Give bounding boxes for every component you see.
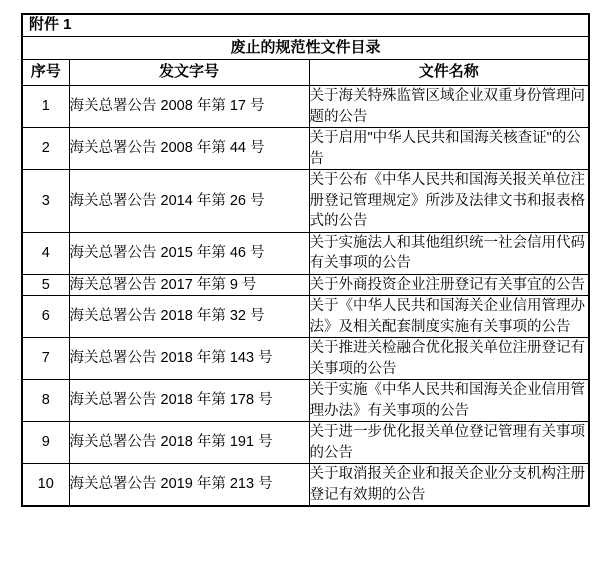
row-file-name: 关于实施法人和其他组织统一社会信用代码有关事项的公告 xyxy=(309,232,589,274)
row-serial-number: 8 xyxy=(22,380,69,422)
row-serial-number: 1 xyxy=(22,86,69,128)
table-row xyxy=(22,422,589,464)
row-doc-number: 海关总署公告 2018 年第 143 号 xyxy=(69,338,309,380)
row-file-name: 关于海关特殊监管区域企业双重身份管理问题的公告 xyxy=(309,86,589,128)
row-doc-number: 海关总署公告 2018 年第 191 号 xyxy=(69,422,309,464)
table-row xyxy=(22,296,589,338)
row-file-name: 关于进一步优化报关单位登记管理有关事项的公告 xyxy=(309,422,589,464)
column-header-row xyxy=(22,60,589,86)
row-file-name: 关于推进关检融合优化报关单位注册登记有关事项的公告 xyxy=(309,338,589,380)
table-title: 废止的规范性文件目录 xyxy=(22,37,589,60)
row-file-name: 关于公布《中华人民共和国海关报关单位注册登记管理规定》所涉及法律文书和报表格式的公告 xyxy=(309,170,589,233)
row-doc-number: 海关总署公告 2019 年第 213 号 xyxy=(69,464,309,507)
row-file-name: 关于外商投资企业注册登记有关事宜的公告 xyxy=(309,274,589,296)
row-serial-number: 2 xyxy=(22,128,69,170)
abolished-documents-table xyxy=(21,13,590,507)
column-header-file-name: 文件名称 xyxy=(309,60,589,86)
column-header-no: 序号 xyxy=(22,60,69,86)
row-doc-number: 海关总署公告 2017 年第 9 号 xyxy=(69,274,309,296)
table-row xyxy=(22,338,589,380)
row-serial-number: 7 xyxy=(22,338,69,380)
row-serial-number: 3 xyxy=(22,170,69,233)
table-row xyxy=(22,232,589,274)
row-doc-number: 海关总署公告 2014 年第 26 号 xyxy=(69,170,309,233)
table-row xyxy=(22,128,589,170)
table-row xyxy=(22,170,589,233)
row-doc-number: 海关总署公告 2018 年第 32 号 xyxy=(69,296,309,338)
row-serial-number: 4 xyxy=(22,232,69,274)
table-row xyxy=(22,380,589,422)
row-doc-number: 海关总署公告 2008 年第 44 号 xyxy=(69,128,309,170)
title-row xyxy=(22,37,589,60)
row-serial-number: 6 xyxy=(22,296,69,338)
row-file-name: 关于取消报关企业和报关企业分支机构注册登记有效期的公告 xyxy=(309,464,589,507)
attachment-row xyxy=(22,14,589,37)
row-file-name: 关于实施《中华人民共和国海关企业信用管理办法》有关事项的公告 xyxy=(309,380,589,422)
row-file-name: 关于《中华人民共和国海关企业信用管理办法》及相关配套制度实施有关事项的公告 xyxy=(309,296,589,338)
attachment-label: 附件 1 xyxy=(22,14,589,37)
column-header-doc-number: 发文字号 xyxy=(69,60,309,86)
table-row xyxy=(22,274,589,296)
row-doc-number: 海关总署公告 2015 年第 46 号 xyxy=(69,232,309,274)
table-body xyxy=(22,86,589,507)
row-serial-number: 10 xyxy=(22,464,69,507)
row-serial-number: 9 xyxy=(22,422,69,464)
row-serial-number: 5 xyxy=(22,274,69,296)
document-page xyxy=(21,13,590,507)
table-row xyxy=(22,86,589,128)
row-file-name: 关于启用"中华人民共和国海关核查证"的公告 xyxy=(309,128,589,170)
row-doc-number: 海关总署公告 2018 年第 178 号 xyxy=(69,380,309,422)
row-doc-number: 海关总署公告 2008 年第 17 号 xyxy=(69,86,309,128)
table-row xyxy=(22,464,589,507)
